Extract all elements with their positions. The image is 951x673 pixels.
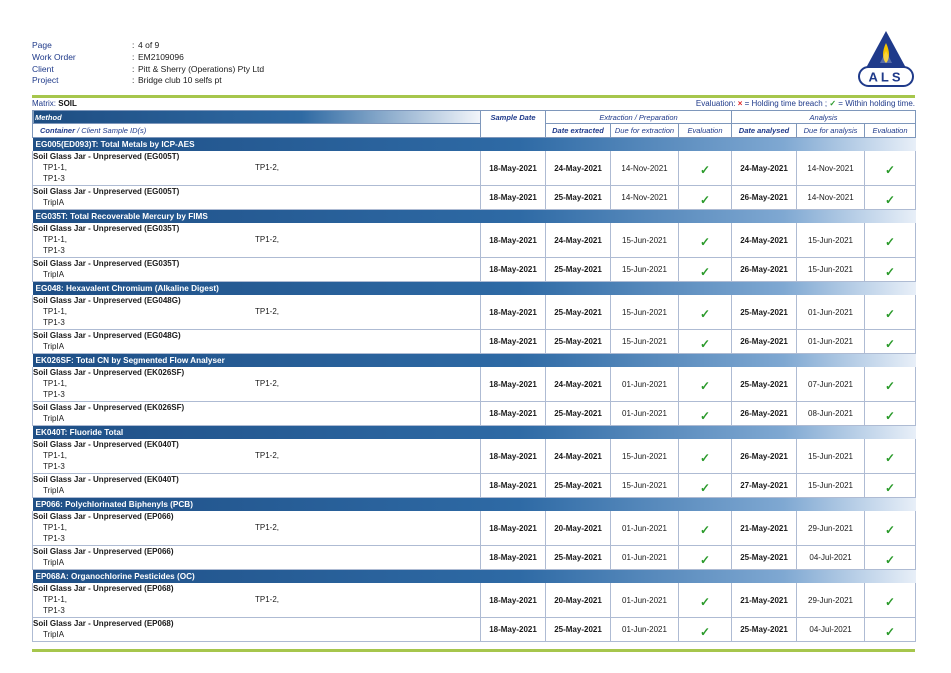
container-header: Container / Client Sample ID(s)	[33, 124, 481, 138]
method-name: EG048: Hexavalent Chromium (Alkaline Digest)	[33, 282, 916, 296]
sample-id: TP1-2,	[255, 451, 280, 460]
date-analysed: 25-May-2021	[732, 367, 797, 402]
due-for-analysis: 01-Jun-2021	[797, 295, 865, 330]
extraction-evaluation	[679, 439, 732, 474]
date-analysed: 21-May-2021	[732, 583, 797, 618]
due-for-analysis: 14-Nov-2021	[797, 186, 865, 210]
date-extracted: 25-May-2021	[546, 186, 611, 210]
check-icon: ✓	[699, 379, 711, 393]
sample-id: TripIA	[43, 198, 65, 207]
method-row	[33, 210, 916, 224]
method-name: EK040T: Fluoride Total	[33, 426, 916, 440]
container-name: Soil Glass Jar - Unpreserved (EK040T)	[33, 440, 179, 449]
container-name: Soil Glass Jar - Unpreserved (EG048G)	[33, 331, 181, 340]
evaluation-legend	[696, 99, 915, 108]
date-analysed: 24-May-2021	[732, 151, 797, 186]
sample-date: 18-May-2021	[481, 367, 546, 402]
analysis-evaluation	[865, 618, 916, 642]
analysis-group-header: Analysis	[732, 111, 916, 124]
check-icon: ✓	[884, 307, 896, 321]
analysis-evaluation	[865, 583, 916, 618]
date-extracted: 25-May-2021	[546, 295, 611, 330]
breach-symbol: ×	[737, 99, 743, 108]
extraction-evaluation	[679, 511, 732, 546]
analysis-evaluation	[865, 295, 916, 330]
analysis-evaluation	[865, 330, 916, 354]
sample-date: 18-May-2021	[481, 583, 546, 618]
container-name: Soil Glass Jar - Unpreserved (EG035T)	[33, 259, 180, 268]
check-icon: ✓	[699, 552, 711, 567]
container-cell	[33, 474, 481, 498]
container-name: Soil Glass Jar - Unpreserved (EG035T)	[33, 224, 180, 233]
sample-date: 18-May-2021	[481, 151, 546, 186]
check-icon: ✓	[699, 163, 711, 177]
check-icon: ✓	[699, 408, 711, 423]
check-icon: ✓	[699, 480, 711, 495]
sample-date: 18-May-2021	[481, 439, 546, 474]
extraction-evaluation	[679, 330, 732, 354]
matrix-label: Matrix:	[32, 99, 56, 108]
check-icon: ✓	[699, 192, 711, 207]
sample-id: TP1-3	[43, 606, 65, 615]
container-cell	[33, 618, 481, 642]
check-icon: ✓	[884, 235, 896, 249]
project-value: Bridge club 10 selfs pt	[138, 75, 222, 86]
container-cell	[33, 186, 481, 210]
container-cell	[33, 151, 481, 186]
due-for-extraction: 01-Jun-2021	[611, 511, 679, 546]
extraction-evaluation	[679, 367, 732, 402]
table-row	[33, 186, 916, 210]
due-for-extraction: 15-Jun-2021	[611, 439, 679, 474]
top-divider	[32, 95, 915, 98]
sample-id: TP1-1,	[43, 523, 68, 532]
due-for-extraction: 01-Jun-2021	[611, 618, 679, 642]
due-for-extraction: 01-Jun-2021	[611, 546, 679, 570]
check-icon: ✓	[699, 264, 711, 279]
due-for-analysis: 04-Jul-2021	[797, 618, 865, 642]
table-row	[33, 223, 916, 258]
due-analysis-header: Due for analysis	[797, 124, 865, 138]
extraction-evaluation	[679, 474, 732, 498]
date-analysed: 26-May-2021	[732, 439, 797, 474]
date-analysed: 26-May-2021	[732, 330, 797, 354]
within-symbol: ✓	[829, 99, 837, 108]
date-extracted: 20-May-2021	[546, 511, 611, 546]
check-icon: ✓	[884, 552, 896, 567]
sample-id: TP1-3	[43, 174, 65, 183]
table-body	[33, 138, 916, 642]
sample-id: TP1-2,	[255, 307, 280, 316]
analysis-evaluation	[865, 367, 916, 402]
sample-id: TripIA	[43, 342, 65, 351]
container-name: Soil Glass Jar - Unpreserved (EP066)	[33, 512, 174, 521]
method-row	[33, 570, 916, 584]
method-header: Method	[33, 111, 481, 124]
project-label: Project	[32, 75, 59, 86]
sample-id: TP1-3	[43, 390, 65, 399]
extraction-evaluation	[679, 223, 732, 258]
method-name: EK026SF: Total CN by Segmented Flow Analyser	[33, 354, 916, 368]
sample-date: 18-May-2021	[481, 618, 546, 642]
check-icon: ✓	[884, 163, 896, 177]
sample-id: TripIA	[43, 486, 65, 495]
extraction-evaluation	[679, 151, 732, 186]
method-name: EP068A: Organochlorine Pesticides (OC)	[33, 570, 916, 584]
sample-id: TP1-1,	[43, 163, 68, 172]
date-extracted-header: Date extracted	[546, 124, 611, 138]
check-icon: ✓	[884, 480, 896, 495]
method-row	[33, 138, 916, 152]
work-order-value: EM2109096	[138, 51, 184, 62]
analysis-evaluation	[865, 439, 916, 474]
check-icon: ✓	[699, 624, 711, 639]
date-analysed: 26-May-2021	[732, 402, 797, 426]
sample-date: 18-May-2021	[481, 223, 546, 258]
date-extracted: 24-May-2021	[546, 151, 611, 186]
check-icon: ✓	[699, 451, 711, 465]
extraction-evaluation	[679, 258, 732, 282]
table-row	[33, 295, 916, 330]
due-for-analysis: 15-Jun-2021	[797, 258, 865, 282]
sample-id: TP1-1,	[43, 451, 68, 460]
sample-id: TP1-2,	[255, 523, 280, 532]
within-text: = Within holding time.	[838, 99, 915, 108]
sample-id: TP1-3	[43, 246, 65, 255]
date-analysed: 27-May-2021	[732, 474, 797, 498]
container-cell	[33, 258, 481, 282]
check-icon: ✓	[884, 451, 896, 465]
check-icon: ✓	[884, 523, 896, 537]
date-analysed: 26-May-2021	[732, 258, 797, 282]
evaluation-prefix: Evaluation:	[695, 99, 736, 108]
due-for-analysis: 15-Jun-2021	[797, 223, 865, 258]
analysis-evaluation	[865, 511, 916, 546]
date-analysed: 25-May-2021	[732, 546, 797, 570]
method-row	[33, 498, 916, 512]
extraction-evaluation-header: Evaluation	[679, 124, 732, 138]
due-for-analysis: 01-Jun-2021	[797, 330, 865, 354]
analysis-evaluation	[865, 402, 916, 426]
sample-id: TP1-1,	[43, 307, 68, 316]
header-row-2	[33, 124, 916, 138]
page-label: Page	[32, 40, 52, 50]
container-cell	[33, 546, 481, 570]
extraction-evaluation	[679, 295, 732, 330]
check-icon: ✓	[699, 595, 711, 609]
due-for-analysis: 08-Jun-2021	[797, 402, 865, 426]
table-row	[33, 151, 916, 186]
extraction-group-header: Extraction / Preparation	[546, 111, 732, 124]
table-row	[33, 330, 916, 354]
client-value: Pitt & Sherry (Operations) Pty Ltd	[138, 63, 265, 74]
table-row	[33, 474, 916, 498]
sample-id: TP1-1,	[43, 379, 68, 388]
sample-id: TP1-2,	[255, 163, 280, 172]
container-name: Soil Glass Jar - Unpreserved (EK040T)	[33, 475, 179, 484]
sample-date: 18-May-2021	[481, 295, 546, 330]
table-row	[33, 402, 916, 426]
sample-id: TP1-3	[43, 462, 65, 471]
date-analysed-header: Date analysed	[732, 124, 797, 138]
sample-id: TP1-2,	[255, 235, 280, 244]
container-name: Soil Glass Jar - Unpreserved (EP068)	[33, 619, 174, 628]
holding-time-table	[32, 110, 916, 642]
sample-id: TP1-3	[43, 534, 65, 543]
due-for-extraction: 01-Jun-2021	[611, 402, 679, 426]
sample-id: TP1-2,	[255, 379, 280, 388]
sample-id: TripIA	[43, 630, 65, 639]
client-label: Client	[32, 63, 54, 74]
container-name: Soil Glass Jar - Unpreserved (EP068)	[33, 584, 174, 593]
client-row: Client : Pitt & Sherry (Operations) Pty Ltd	[32, 63, 265, 74]
date-extracted: 25-May-2021	[546, 402, 611, 426]
date-extracted: 25-May-2021	[546, 330, 611, 354]
matrix-line	[32, 99, 915, 110]
container-cell	[33, 511, 481, 546]
breach-text: = Holding time breach ;	[744, 99, 828, 108]
analysis-evaluation	[865, 546, 916, 570]
container-name: Soil Glass Jar - Unpreserved (EG005T)	[33, 187, 180, 196]
sample-date: 18-May-2021	[481, 186, 546, 210]
table-row	[33, 439, 916, 474]
due-for-analysis: 15-Jun-2021	[797, 439, 865, 474]
container-cell	[33, 367, 481, 402]
sample-id: TripIA	[43, 270, 65, 279]
date-extracted: 25-May-2021	[546, 474, 611, 498]
check-icon: ✓	[884, 408, 896, 423]
project-row: Project : Bridge club 10 selfs pt	[32, 75, 222, 86]
sample-date: 18-May-2021	[481, 474, 546, 498]
due-for-extraction: 15-Jun-2021	[611, 258, 679, 282]
analysis-evaluation	[865, 223, 916, 258]
check-icon: ✓	[699, 307, 711, 321]
check-icon: ✓	[884, 264, 896, 279]
sample-id: TP1-1,	[43, 235, 68, 244]
check-icon: ✓	[884, 336, 896, 351]
report-header	[32, 40, 264, 87]
table-row	[33, 546, 916, 570]
work-order-label: Work Order	[32, 51, 76, 62]
sample-date: 18-May-2021	[481, 402, 546, 426]
container-name: Soil Glass Jar - Unpreserved (EK026SF)	[33, 403, 185, 412]
due-for-extraction: 15-Jun-2021	[611, 223, 679, 258]
due-for-extraction: 15-Jun-2021	[611, 474, 679, 498]
extraction-evaluation	[679, 618, 732, 642]
date-extracted: 24-May-2021	[546, 223, 611, 258]
page-value: 4 of 9	[138, 40, 160, 50]
container-name: Soil Glass Jar - Unpreserved (EG048G)	[33, 296, 181, 305]
sample-date: 18-May-2021	[481, 511, 546, 546]
method-name: EG005(ED093)T: Total Metals by ICP-AES	[33, 138, 916, 152]
analysis-evaluation	[865, 474, 916, 498]
sample-date: 18-May-2021	[481, 330, 546, 354]
extraction-evaluation	[679, 583, 732, 618]
due-for-extraction: 14-Nov-2021	[611, 186, 679, 210]
container-cell	[33, 330, 481, 354]
sample-date: 18-May-2021	[481, 546, 546, 570]
sample-id: TP1-2,	[255, 595, 280, 604]
method-name: EP066: Polychlorinated Biphenyls (PCB)	[33, 498, 916, 512]
container-cell	[33, 402, 481, 426]
sample-id: TP1-1,	[43, 595, 68, 604]
due-for-analysis: 15-Jun-2021	[797, 474, 865, 498]
date-analysed: 26-May-2021	[732, 186, 797, 210]
date-analysed: 21-May-2021	[732, 511, 797, 546]
matrix-value: SOIL	[58, 99, 77, 108]
due-for-analysis: 04-Jul-2021	[797, 546, 865, 570]
due-for-extraction: 01-Jun-2021	[611, 583, 679, 618]
logo-text: ALS	[868, 69, 904, 85]
date-extracted: 25-May-2021	[546, 546, 611, 570]
matrix	[32, 99, 77, 108]
container-cell	[33, 583, 481, 618]
sample-id: TP1-3	[43, 318, 65, 327]
table-row	[33, 618, 916, 642]
due-for-extraction: 15-Jun-2021	[611, 330, 679, 354]
table-row	[33, 258, 916, 282]
due-for-analysis: 29-Jun-2021	[797, 511, 865, 546]
date-extracted: 24-May-2021	[546, 367, 611, 402]
due-extraction-header: Due for extraction	[611, 124, 679, 138]
method-row	[33, 426, 916, 440]
table-row	[33, 511, 916, 546]
container-cell	[33, 439, 481, 474]
work-order-row: Work Order : EM2109096	[32, 51, 184, 62]
container-name: Soil Glass Jar - Unpreserved (EP066)	[33, 547, 174, 556]
container-cell	[33, 295, 481, 330]
due-for-analysis: 14-Nov-2021	[797, 151, 865, 186]
sample-id: TripIA	[43, 558, 65, 567]
analysis-evaluation	[865, 186, 916, 210]
date-analysed: 24-May-2021	[732, 223, 797, 258]
due-for-extraction: 14-Nov-2021	[611, 151, 679, 186]
extraction-evaluation	[679, 402, 732, 426]
check-icon: ✓	[699, 336, 711, 351]
analysis-evaluation	[865, 258, 916, 282]
container-cell	[33, 223, 481, 258]
check-icon: ✓	[884, 192, 896, 207]
analysis-evaluation	[865, 151, 916, 186]
check-icon: ✓	[884, 624, 896, 639]
bottom-divider	[32, 649, 915, 652]
date-extracted: 24-May-2021	[546, 439, 611, 474]
check-icon: ✓	[699, 523, 711, 537]
sample-date-header: Sample Date	[481, 111, 546, 138]
als-logo	[855, 29, 917, 87]
check-icon: ✓	[699, 235, 711, 249]
date-analysed: 25-May-2021	[732, 618, 797, 642]
page-row: Page : 4 of 9	[32, 40, 160, 50]
date-analysed: 25-May-2021	[732, 295, 797, 330]
header-row-1	[33, 111, 916, 124]
date-extracted: 25-May-2021	[546, 618, 611, 642]
container-name: Soil Glass Jar - Unpreserved (EK026SF)	[33, 368, 185, 377]
table-row	[33, 583, 916, 618]
method-name: EG035T: Total Recoverable Mercury by FIMS	[33, 210, 916, 224]
analysis-evaluation-header: Evaluation	[865, 124, 916, 138]
due-for-extraction: 01-Jun-2021	[611, 367, 679, 402]
extraction-evaluation	[679, 186, 732, 210]
sample-date: 18-May-2021	[481, 258, 546, 282]
check-icon: ✓	[884, 379, 896, 393]
date-extracted: 20-May-2021	[546, 583, 611, 618]
method-row	[33, 354, 916, 368]
due-for-extraction: 15-Jun-2021	[611, 295, 679, 330]
due-for-analysis: 07-Jun-2021	[797, 367, 865, 402]
table-row	[33, 367, 916, 402]
extraction-evaluation	[679, 546, 732, 570]
check-icon: ✓	[884, 595, 896, 609]
sample-id: TripIA	[43, 414, 65, 423]
container-name: Soil Glass Jar - Unpreserved (EG005T)	[33, 152, 180, 161]
date-extracted: 25-May-2021	[546, 258, 611, 282]
method-row	[33, 282, 916, 296]
due-for-analysis: 29-Jun-2021	[797, 583, 865, 618]
